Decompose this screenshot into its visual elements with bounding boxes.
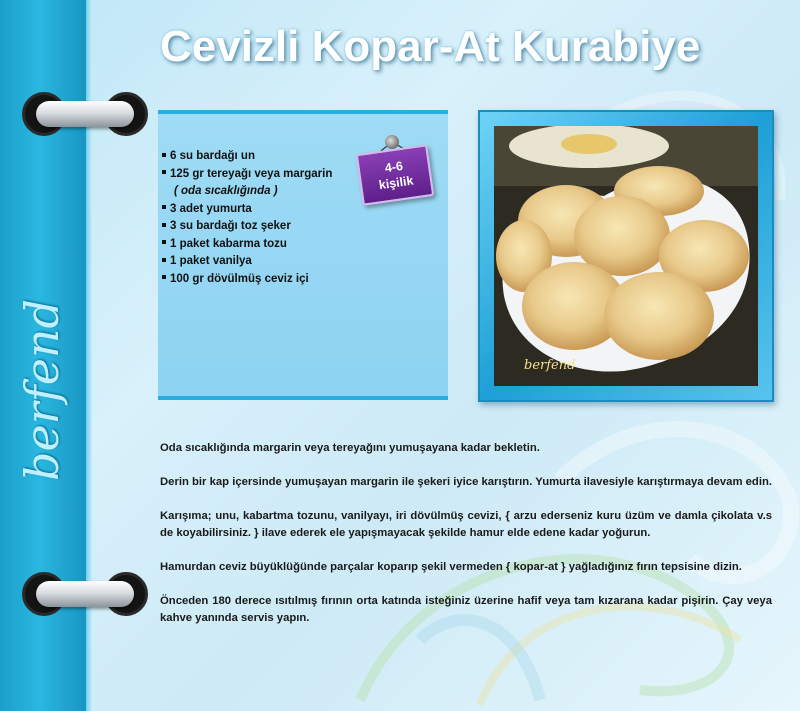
recipe-title: Cevizli Kopar-At Kurabiye xyxy=(160,22,701,71)
ingredient-item: 1 paket kabarma tozu xyxy=(162,236,448,254)
push-pin-icon xyxy=(385,135,399,149)
binder-ring-icon xyxy=(22,572,148,616)
ingredient-item: 3 adet yumurta xyxy=(162,201,448,219)
instruction-step: Önceden 180 derece ısıtılmış fırının orta katında isteğiniz üzerine hafif veya tam kızarana kadar pişirin. Çay veya kahve yanında servis yapın. xyxy=(160,595,772,624)
ingredient-item: 6 su bardağı un xyxy=(162,148,448,166)
instructions xyxy=(160,440,772,644)
photo-watermark-signature: berfend xyxy=(524,358,576,373)
brand-signature-vertical: berfend xyxy=(15,299,69,481)
instruction-step: Derin bir kap içersinde yumuşayan margarin ile şekeri iyice karıştırın. Yumurta ilavesiyle karıştırmaya devam edin. xyxy=(160,476,773,488)
instruction-step: Karışıma; unu, kabartma tozunu, vanilyayı, iri dövülmüş cevizi, { arzu ederseniz kuru üzüm ve damla çikolata v.s de koyabilirsiniz. } ilave ederek ele yapışmayacak şekilde hamur elde edene kadar yoğurun. xyxy=(160,510,772,539)
photo-frame xyxy=(478,110,774,402)
binder-ring-icon xyxy=(22,92,148,136)
instruction-step: Hamurdan ceviz büyüklüğünde parçalar koparıp şekil vermeden { kopar-at } yağladığınız fırın tepsisine dizin. xyxy=(160,561,742,573)
ingredient-item: 1 paket vanilya xyxy=(162,253,448,271)
ingredient-note: ( oda sıcaklığında ) xyxy=(174,185,278,197)
cookie-photo xyxy=(494,126,758,386)
servings-tag xyxy=(355,135,435,215)
instruction-step: Oda sıcaklığında margarin veya tereyağını yumuşayana kadar bekletin. xyxy=(160,442,540,454)
ingredient-item: 125 gr tereyağı veya margarin xyxy=(162,166,448,184)
ingredient-item: 3 su bardağı toz şeker xyxy=(162,218,448,236)
ingredient-item: 100 gr dövülmüş ceviz içi xyxy=(162,271,448,289)
servings-label: 4-6 kişilik xyxy=(356,144,435,206)
